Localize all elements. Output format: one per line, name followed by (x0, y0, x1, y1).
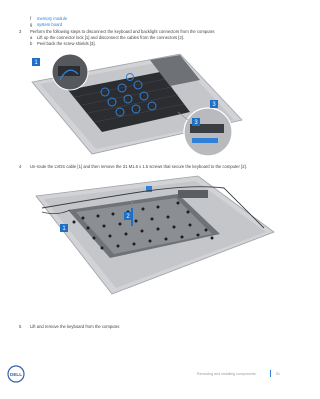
dell-logo (7, 365, 25, 383)
callout-2-label: 2 (126, 214, 130, 220)
step-4-number: 4 (19, 164, 22, 169)
step-5-number: 5 (19, 324, 22, 329)
fan-area (178, 190, 208, 198)
step-3a-text: Lift up the connector lock [1] and disconnect the cables from the connectors [2]. (37, 35, 185, 40)
step-4-text: Un-route the LVDS cable [1] and then remove the 31 M1.6 x 1.5 screws that secure the keyboard to the computer [2]. (30, 164, 247, 169)
step-3a-letter: a (30, 35, 33, 40)
callout-3-a-label: 3 (212, 102, 216, 108)
footer-section-title: Removing and installing components (197, 372, 256, 376)
callout-1-label: 1 (34, 60, 38, 66)
prereq-letter-f: f (30, 16, 32, 21)
step-3b-letter: b (30, 41, 33, 46)
step-5-text: Lift and remove the keyboard from the computer. (30, 324, 121, 329)
prereq-letter-g: g (30, 22, 33, 27)
callout-3-b-label: 3 (194, 120, 198, 126)
link-memory-module[interactable]: memory module (37, 16, 68, 21)
step-3b-text: Peel back the screw shields [3]. (37, 41, 96, 46)
footer-divider (270, 370, 271, 377)
figure-keyboard-screws (28, 172, 278, 302)
step-3-text: Perform the following steps to disconnect the keyboard and backlight connectors from the computer. (30, 29, 216, 34)
callout-1-label: 1 (62, 226, 66, 232)
step-3-number: 3 (19, 29, 22, 34)
dell-logo-text: DELL (10, 371, 22, 377)
figure-keyboard-connectors (30, 50, 245, 158)
link-system-board[interactable]: system board (37, 22, 63, 27)
footer-page-number: 51 (276, 372, 280, 376)
